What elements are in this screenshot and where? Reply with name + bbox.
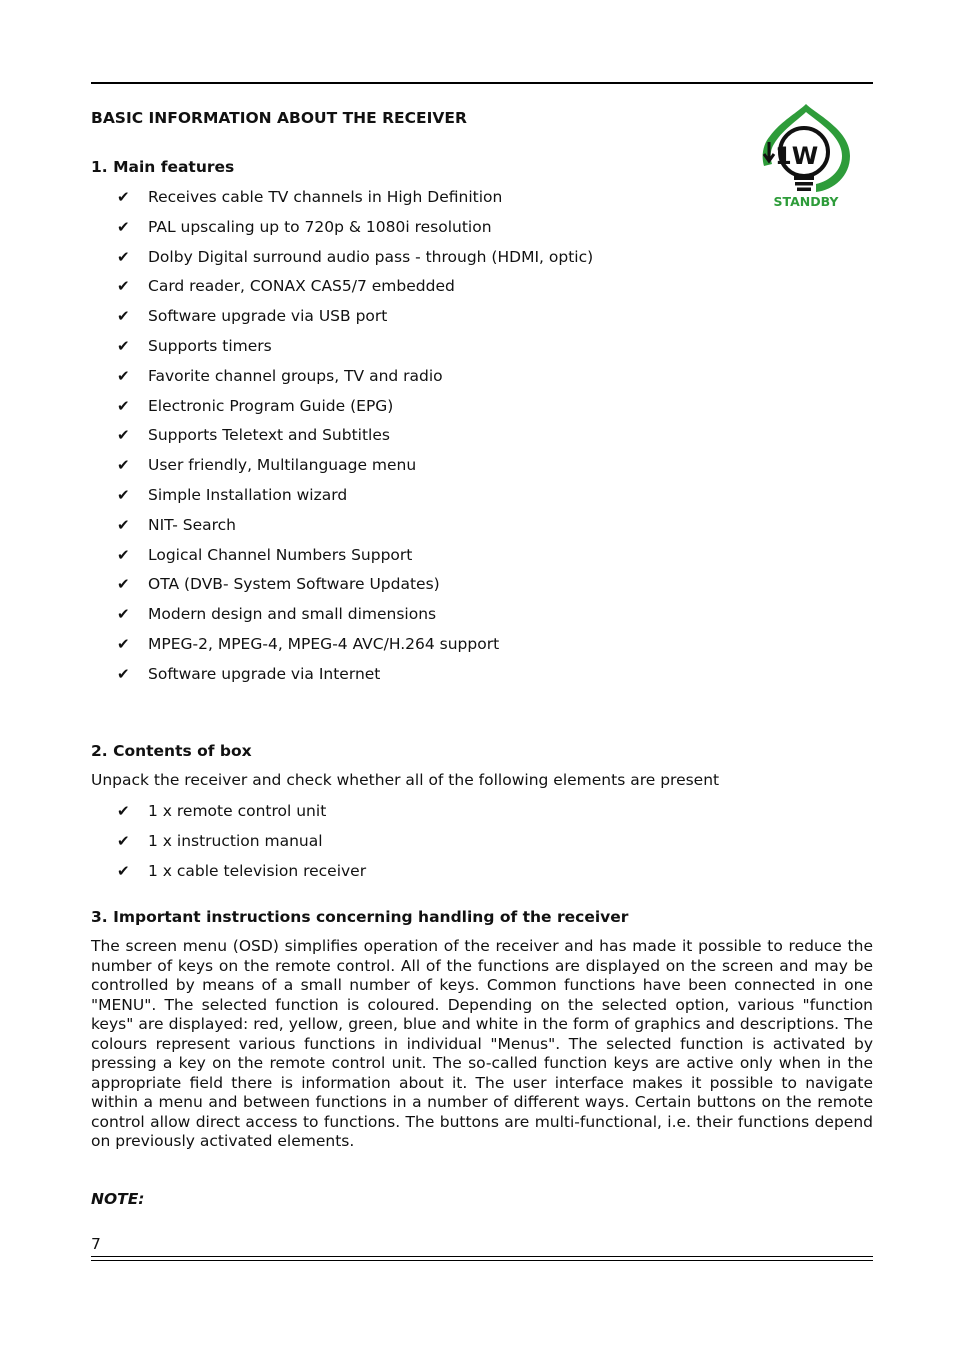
feature-item (91, 247, 593, 277)
page-number: 7 (91, 1235, 101, 1253)
checkmark-icon: ✔ (117, 426, 130, 445)
checkmark-icon: ✔ (117, 485, 130, 504)
feature-item (91, 217, 593, 247)
feature-item (91, 515, 593, 545)
feature-item-text: Favorite channel groups, TV and radio (148, 366, 443, 385)
feature-item (91, 306, 593, 336)
note-label: NOTE: (91, 1190, 145, 1208)
feature-item (91, 396, 593, 426)
box-item-text: 1 x remote control unit (148, 802, 327, 820)
feature-item-text: Dolby Digital surround audio pass - through (HDMI, optic) (148, 247, 594, 266)
section-handling-heading: 3. Important instructions concerning handling of the receiver (91, 908, 629, 926)
feature-item (91, 455, 593, 485)
checkmark-icon: ✔ (117, 634, 130, 653)
feature-item (91, 366, 593, 396)
checkmark-icon: ✔ (117, 188, 130, 206)
feature-item-text: Logical Channel Numbers Support (148, 545, 413, 564)
checkmark-icon: ✔ (117, 802, 130, 820)
feature-item-text: Supports Teletext and Subtitles (148, 426, 390, 445)
footer-rule (91, 1256, 873, 1261)
box-item-text: 1 x cable television receiver (148, 861, 367, 880)
main-features-list (91, 187, 593, 694)
feature-item-text: OTA (DVB- System Software Updates) (148, 575, 440, 594)
checkmark-icon: ✔ (117, 336, 130, 355)
svg-text:1W: 1W (775, 142, 819, 170)
feature-item (91, 276, 593, 306)
feature-item (91, 574, 593, 604)
checkmark-icon: ✔ (117, 366, 130, 385)
section-main-features-heading: 1. Main features (91, 158, 235, 176)
checkmark-icon: ✔ (117, 575, 130, 594)
box-item-text: 1 x instruction manual (148, 831, 323, 850)
box-contents-list (91, 801, 366, 890)
feature-item (91, 664, 593, 694)
feature-item-text: Supports timers (148, 336, 272, 355)
feature-item (91, 634, 593, 664)
checkmark-icon: ✔ (117, 307, 130, 326)
feature-item-text: Receives cable TV channels in High Definition (148, 188, 503, 206)
box-item (91, 831, 366, 861)
section-contents-of-box-heading: 2. Contents of box (91, 742, 252, 760)
checkmark-icon: ✔ (117, 515, 130, 534)
standby-1w-logo (758, 100, 854, 212)
handling-instructions-paragraph: The screen menu (OSD) simplifies operation of the receiver and has made it possible to reduce the number of keys on the remote control. All of the functions are displayed on the screen and may be controlled by means of a small number of keys. Common functions have been connected in one "MENU". The selected function is coloured. Depending on the selected option, various "function keys" are displayed: red, yellow, green, blue and white in the form of graphics and descriptions. The colours represent various functions in individual "Menus". The selected function is activated by pressing a key on the remote control unit. The so-called function keys are active only when in the appropriate field there is information about it. The user interface makes it possible to navigate within a menu and between functions in a number of different ways. Certain buttons on the remote control allow direct access to functions. The buttons are multi-functional, i.e. their functions depend on previously activated elements. (91, 937, 873, 1150)
standby-label: STANDBY (773, 194, 839, 209)
checkmark-icon: ✔ (117, 277, 130, 296)
checkmark-icon: ✔ (117, 217, 130, 236)
checkmark-icon: ✔ (117, 456, 130, 475)
header-rule (91, 82, 873, 84)
feature-item-text: Modern design and small dimensions (148, 605, 437, 624)
feature-item (91, 604, 593, 634)
checkmark-icon: ✔ (117, 545, 130, 564)
checkmark-icon: ✔ (117, 664, 130, 683)
document-title: BASIC INFORMATION ABOUT THE RECEIVER (91, 109, 467, 127)
checkmark-icon: ✔ (117, 831, 130, 850)
feature-item (91, 187, 593, 217)
feature-item-text: PAL upscaling up to 720p & 1080i resolution (148, 217, 492, 236)
feature-item (91, 336, 593, 366)
contents-intro-text: Unpack the receiver and check whether all of the following elements are present (91, 771, 720, 789)
box-item (91, 861, 366, 891)
feature-item (91, 545, 593, 575)
feature-item-text: Simple Installation wizard (148, 485, 348, 504)
feature-item-text: MPEG-2, MPEG-4, MPEG-4 AVC/H.264 support (148, 634, 500, 653)
feature-item-text: User friendly, Multilanguage menu (148, 456, 417, 475)
feature-item-text: Card reader, CONAX CAS5/7 embedded (148, 277, 455, 296)
feature-item (91, 485, 593, 515)
checkmark-icon: ✔ (117, 247, 130, 266)
feature-item-text: Software upgrade via USB port (148, 307, 388, 326)
standby-1w-bulb-icon (758, 100, 854, 212)
checkmark-icon: ✔ (117, 605, 130, 624)
checkmark-icon: ✔ (117, 396, 130, 415)
checkmark-icon: ✔ (117, 861, 130, 880)
box-item (91, 801, 366, 831)
feature-item-text: NIT- Search (148, 515, 236, 534)
feature-item-text: Electronic Program Guide (EPG) (148, 396, 394, 415)
feature-item (91, 425, 593, 455)
feature-item-text: Software upgrade via Internet (148, 664, 381, 683)
